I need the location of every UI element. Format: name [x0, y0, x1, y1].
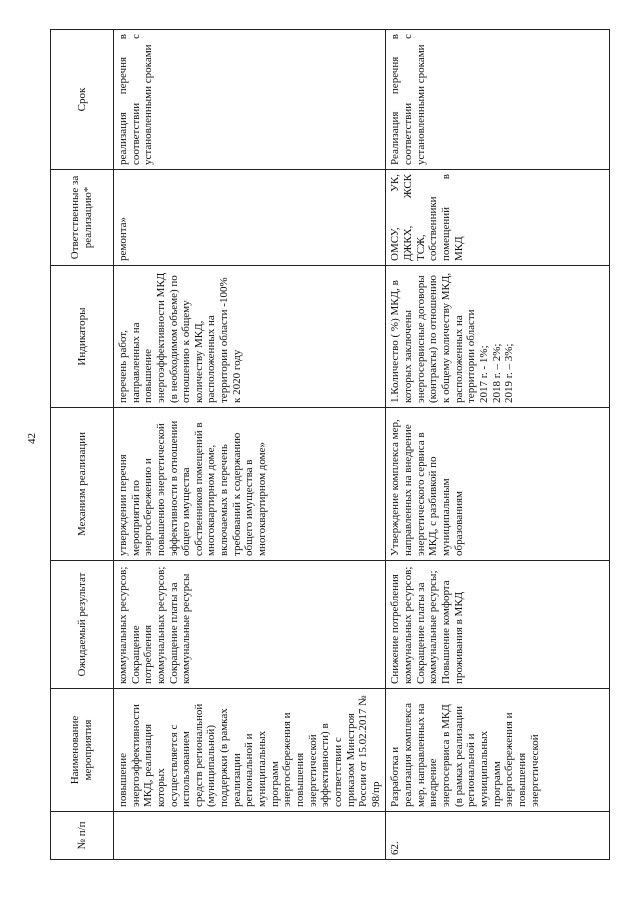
row-indicators	[386, 266, 610, 408]
rotated-page-content	[50, 30, 610, 860]
row-responsible: ОМСУ, УК, ДЖКХ, ЖСК ТСЖ, собственники помещений в МКД	[386, 170, 610, 266]
row-term: реализация перечня в соответствии с установленными сроками	[114, 30, 386, 170]
row-indicators: перечень работ, направленных на повышение энергоэффективности МКД (в необходимом объеме) по отношению к общему количеству МКД, расположенных на территории области -100% к 2020 году	[114, 266, 386, 408]
row-term: Реализация перечня в соответствии с установленными сроками	[386, 30, 610, 170]
table-row	[386, 30, 610, 860]
header-mechanism: Механизм реализации	[51, 408, 114, 561]
row-result: Снижение потребления коммунальных ресурсов; Сокращение платы за коммунальные ресурсы; Повышение комфорта проживания в МКД	[386, 561, 610, 689]
row-name: повышение энергоэффективности МКД, реализация которых осуществляется с использованием средств региональной (муниципальной) поддержки (в рамках реализации региональной и муниципальных программ энергосбережения и повышения энергетической эффективности) в соответствии с приказом Минстроя России от 15.02.2017 № 98/пр	[114, 689, 386, 812]
table-header-row	[51, 30, 114, 860]
indicators-text: 1.Количество ( %) МКД, в которых заключены энергосервисные договоры (контракты) по отношению к общему количеству МКД, расположенных на территории области 2017 г. - 1%; 2018 г. – 2%; 2019 г. – 3%;	[389, 272, 516, 403]
header-term: Срок	[51, 30, 114, 170]
row-number: 62.	[386, 812, 610, 860]
row-mechanism: Утверждение комплекса мер, направленных на внедрение энергетического сервиса в МКД, с разбивкой по муниципальным образованиям	[386, 408, 610, 561]
row-mechanism: утверждении перечня мероприятий по энергосбережению и повышению энергетической эффективности в отношении общего имущества собственников помещений в многоквартирном доме, включаемых в перечень требований к содержанию общего имущества в многоквартирном доме»	[114, 408, 386, 561]
page-number: 42	[26, 433, 38, 444]
measures-table	[50, 29, 610, 860]
header-result: Ожидаемый результат	[51, 561, 114, 689]
row-responsible: ремонта»	[114, 170, 386, 266]
row-name: Разработка и реализация комплекса мер, направленных на внедрение энергосервиса в МКД (в рамках реализации региональной и муниципальных программ энергосбережения и повышения энергетической	[386, 689, 610, 812]
header-number: № п/п	[51, 812, 114, 860]
header-indicators: Индикаторы	[51, 266, 114, 408]
row-result: коммунальных ресурсов; Сокращение потребления коммунальных ресурсов; Сокращение платы за коммунальные ресурсы	[114, 561, 386, 689]
row-number	[114, 812, 386, 860]
table-row	[114, 30, 386, 860]
header-name: Наименование мероприятия	[51, 689, 114, 812]
header-responsible: Ответственные за реализацию*	[51, 170, 114, 266]
